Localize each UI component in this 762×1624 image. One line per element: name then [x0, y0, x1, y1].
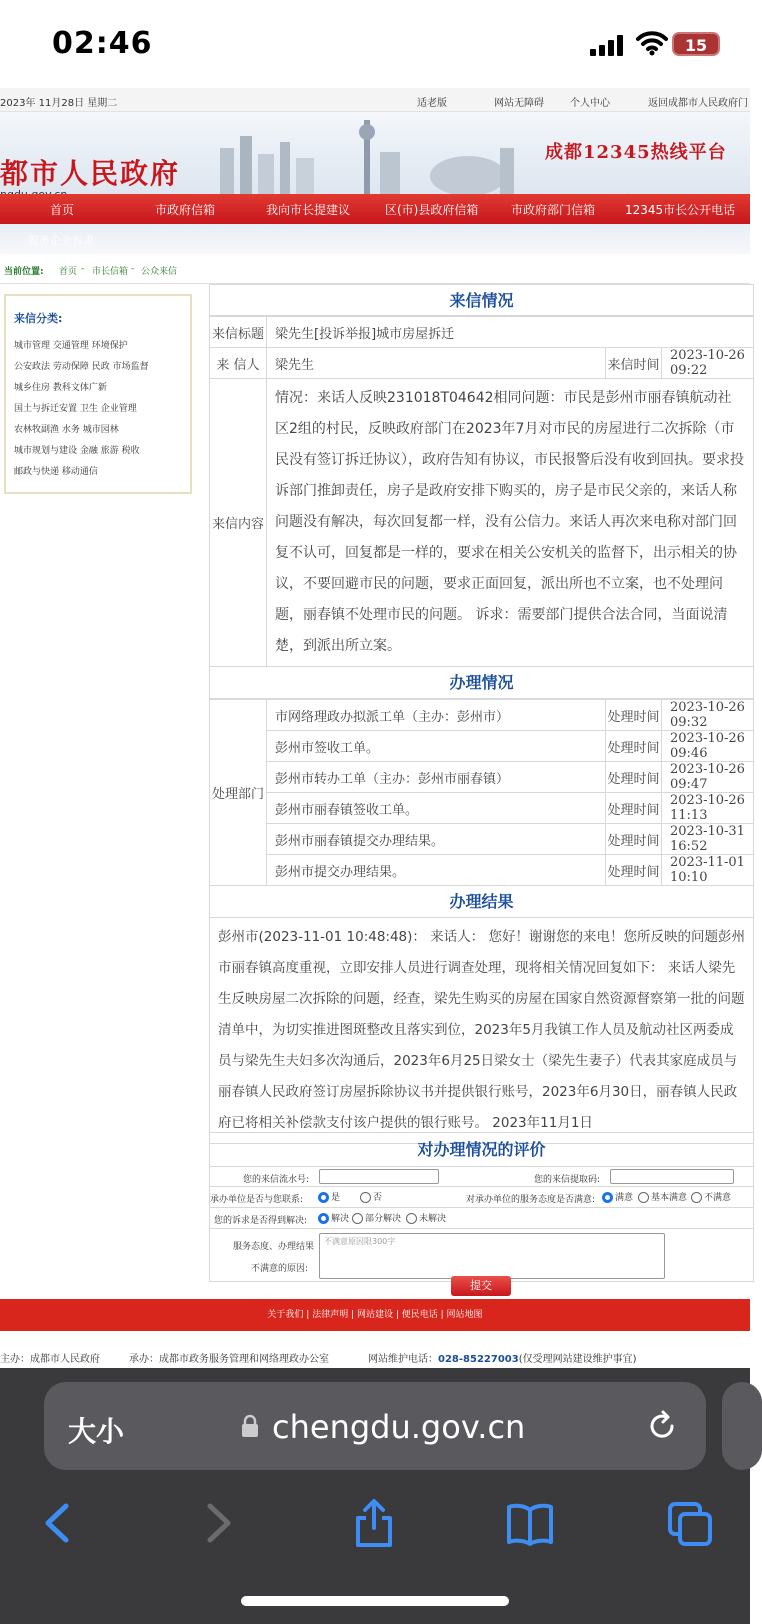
letter-time: 2023-10-26 09:22 — [661, 348, 753, 379]
submit-button[interactable]: 提交 — [451, 1276, 511, 1296]
breadcrumb-mayor-mailbox[interactable]: 市长信箱 — [92, 267, 129, 277]
handling-time: 2023-10-26 09:32 — [662, 700, 754, 731]
clock: 02:46 — [52, 26, 153, 61]
category-line[interactable]: 城市规划与建设 金融 旅游 税收 — [14, 446, 140, 456]
handling-time-label: 处理时间 — [606, 700, 662, 731]
share-icon[interactable] — [350, 1498, 398, 1548]
radio-selected-icon[interactable] — [318, 1192, 329, 1203]
handling-time: 2023-10-26 09:47 — [662, 762, 754, 793]
footer-site-build-link[interactable]: 网站建设 — [356, 1310, 393, 1320]
radio-icon[interactable] — [691, 1192, 702, 1203]
handling-time: 2023-11-01 10:10 — [662, 855, 754, 886]
radio-icon[interactable] — [352, 1213, 363, 1224]
nav-city-gov-mailbox[interactable]: 市政府信箱 — [155, 203, 216, 217]
return-portal-link[interactable]: 返回成都市人民政府门 — [648, 98, 748, 109]
breadcrumb — [0, 254, 750, 284]
evaluation-heading: 对办理情况的评价 — [210, 1133, 753, 1167]
handling-time-label: 处理时间 — [606, 793, 662, 824]
hotline-platform-title: 成都12345热线平台 — [545, 142, 727, 163]
web-page — [0, 88, 750, 1368]
top-utility-bar — [0, 88, 750, 112]
breadcrumb-home[interactable]: 首页 — [59, 267, 78, 277]
city-skyline-graphic — [200, 118, 540, 194]
lock-icon — [240, 1414, 260, 1438]
footer-about-link[interactable]: 关于我们 — [267, 1310, 304, 1320]
footer-legal-link[interactable]: 法律声明 — [312, 1310, 349, 1320]
letter-time-label: 来信时间 — [605, 348, 661, 379]
reason-label-2: 不满意的原因: — [251, 1264, 309, 1274]
browser-toolbar — [0, 1368, 750, 1624]
site-banner — [0, 112, 750, 194]
sub-nav — [0, 224, 750, 254]
elderly-mode-link[interactable]: 适老版 — [417, 98, 447, 109]
footer-host: 主办：成都市人民政府 — [0, 1354, 100, 1365]
category-title: 来信分类: — [14, 312, 63, 325]
letter-title: 梁先生[投诉举报]城市房屋拆迁 — [267, 317, 754, 348]
attitude-satisfied-option[interactable]: 满意 — [602, 1190, 633, 1203]
partial-option[interactable]: 部分解决 — [352, 1211, 401, 1224]
radio-icon[interactable] — [360, 1192, 371, 1203]
result-text: 彭州市(2023-11-01 10:48:48)： 来话人： 您好！谢谢您的来电！您所反映的问题彭州市丽春镇高度重视，立即安排人员进行调查处理，现将相关情况回复如下： 来话人梁先生反映房屋二次拆除的问题，经查，梁先生购买的房屋在国家自然资源督察第一批的问题清单中，为切实推进图斑整改且落实到位，2023年5月我镇工作人员及航动社区两委成员与梁先生夫妇多次沟通后，2023年6月25日梁女士（梁先生妻子）代表其家庭成员与丽春镇人民政府签订房屋拆除协议书并提供银行账号，2023年6月30日，丽春镇人民政府已将相关补偿款支付该户提供的银行账号。 2023年11月1日 — [209, 918, 754, 1144]
wifi-icon — [636, 30, 668, 56]
nav-home[interactable]: 首页 — [50, 203, 75, 217]
handling-time-label: 处理时间 — [606, 762, 662, 793]
battery-indicator: 15 — [672, 32, 720, 56]
radio-icon[interactable] — [638, 1192, 649, 1203]
radio-selected-icon[interactable] — [602, 1192, 613, 1203]
handling-dept-label: 处理部门 — [210, 700, 267, 886]
category-line[interactable]: 国土与拆迁安置 卫生 企业管理 — [14, 404, 137, 414]
letter-detail — [209, 284, 754, 1144]
attitude-unsatisfied-option[interactable]: 不满意 — [691, 1190, 731, 1203]
footer-sitemap-link[interactable]: 网站地图 — [446, 1310, 483, 1320]
code-label: 您的来信提取码: — [534, 1175, 601, 1185]
handling-time: 2023-10-26 09:46 — [662, 731, 754, 762]
category-line[interactable]: 邮政与快递 移动通信 — [14, 467, 98, 477]
next-tab-preview[interactable] — [722, 1382, 762, 1470]
tabs-icon[interactable] — [666, 1498, 714, 1548]
radio-icon[interactable] — [406, 1213, 417, 1224]
evaluation-form — [209, 1132, 754, 1282]
breadcrumb-sep: - — [81, 264, 85, 274]
url-host[interactable]: chengdu.gov.cn — [272, 1408, 526, 1446]
attitude-basic-option[interactable]: 基本满意 — [638, 1190, 687, 1203]
cellular-signal-icon — [590, 34, 626, 56]
bookmarks-icon[interactable] — [506, 1498, 554, 1548]
letter-sender: 梁先生 — [267, 348, 606, 379]
handling-time: 2023-10-31 16:52 — [662, 824, 754, 855]
personal-center-link[interactable]: 个人中心 — [570, 98, 610, 109]
handling-time-label: 处理时间 — [606, 824, 662, 855]
handling-step: 彭州市丽春镇签收工单。 — [267, 793, 606, 824]
reason-textarea[interactable]: 不满意原因限300字 — [319, 1233, 665, 1279]
nav-enterprise-appeals[interactable]: 服务企业诉求 — [28, 234, 94, 247]
address-bar[interactable] — [44, 1382, 706, 1470]
handling-step: 市网络理政办拟派工单（主办：彭州市） — [267, 700, 606, 731]
unsolved-option[interactable]: 未解决 — [406, 1211, 446, 1224]
footer-maintenance: 网站维护电话：028-85227003(仅受理网站建设维护事宜) — [368, 1354, 637, 1365]
home-indicator — [241, 1596, 509, 1606]
nav-district-gov-mailbox[interactable]: 区(市)县政府信箱 — [385, 203, 479, 217]
accessibility-link[interactable]: 网站无障碍 — [494, 98, 544, 109]
category-line[interactable]: 农林牧副渔 水务 城市园林 — [14, 425, 119, 435]
letter-sender-label: 来 信人 — [210, 348, 267, 379]
letter-content: 情况：来话人反映231018T04642相同问题：市民是彭州市丽春镇航动社区2组的村民，反映政府部门在2023年7月对市民的房屋进行二次拆除（市民没有签订拆迁协议），政府告知有协议，市民报警后没有收到回执。要求投诉部门推卸责任，房子是政府安排下购买的，房子是市民父亲的，来话人称问题没有解决，每次回复都一样，没有公信力。来话人再次来电称对部门回复不认可，回复都是一样的，要求在相关公安机关的监督下，出示相关的协议，不要回避市民的问题，要求正面回复，派出所也不立案，也不处理问题，丽春镇不处理市民的问题。 诉求：需要部门提供合法合同，当面说清楚，到派出所立案。 — [275, 390, 744, 654]
letter-content-label: 来信内容 — [210, 379, 267, 667]
letter-title-label: 来信标题 — [210, 317, 267, 348]
breadcrumb-label: 当前位置: — [4, 267, 44, 277]
solved-option[interactable]: 解决 — [318, 1211, 349, 1224]
nav-mayor-hotline[interactable]: 12345市长公开电话 — [625, 203, 736, 217]
handling-step: 彭州市丽春镇提交办理结果。 — [267, 824, 606, 855]
handling-time-label: 处理时间 — [606, 855, 662, 886]
category-panel — [4, 294, 192, 494]
reload-icon[interactable] — [644, 1408, 680, 1444]
back-icon[interactable] — [34, 1498, 82, 1548]
nav-suggest-to-mayor[interactable]: 我向市长提建议 — [266, 203, 351, 217]
handling-step: 彭州市提交办理结果。 — [267, 855, 606, 886]
current-date: 2023年 11月28日 星期二 — [0, 98, 118, 109]
handling-heading: 办理情况 — [209, 667, 754, 699]
footer-links: 关于我们 | 法律声明 | 网站建设 | 便民电话 | 网站地图 — [0, 1299, 750, 1331]
attitude-label: 对承办单位的服务态度是否满意: — [466, 1195, 596, 1205]
main-nav — [0, 194, 750, 224]
code-input[interactable] — [610, 1169, 734, 1184]
forward-icon[interactable] — [194, 1498, 242, 1548]
letter-table — [209, 316, 754, 667]
status-bar — [0, 0, 750, 88]
letter-heading: 来信情况 — [209, 284, 754, 316]
handling-step: 彭州市转办工单（主办：彭州市丽春镇） — [267, 762, 606, 793]
handling-time-label: 处理时间 — [606, 731, 662, 762]
breadcrumb-public-letters[interactable]: 公众来信 — [141, 267, 178, 277]
serial-input[interactable] — [319, 1169, 439, 1184]
handling-step: 彭州市签收工单。 — [267, 731, 606, 762]
category-line[interactable]: 城乡住房 教科文体广新 — [14, 383, 107, 393]
nav-dept-mailbox[interactable]: 市政府部门信箱 — [511, 203, 596, 217]
breadcrumb-sep: - — [131, 264, 135, 274]
result-heading: 办理结果 — [209, 886, 754, 918]
handling-table — [209, 699, 754, 886]
solved-label: 您的诉求是否得到解决: — [214, 1216, 308, 1226]
site-name: 都市人民政府 — [0, 157, 181, 190]
footer-undertaker: 承办：成都市政务服务管理和网络理政办公室 — [129, 1354, 329, 1365]
contacted-label: 承办单位是否与您联系: — [210, 1195, 304, 1205]
serial-label: 您的来信流水号: — [243, 1175, 310, 1185]
text-size-button[interactable]: 大小 — [68, 1415, 125, 1448]
handling-time: 2023-10-26 11:13 — [662, 793, 754, 824]
contacted-no-option[interactable]: 否 — [360, 1190, 382, 1203]
category-line[interactable]: 公安政法 劳动保障 民政 市场监督 — [14, 362, 149, 372]
radio-selected-icon[interactable] — [318, 1213, 329, 1224]
category-line[interactable]: 城市管理 交通管理 环境保护 — [14, 341, 128, 351]
reason-label: 服务态度、办理结果 — [233, 1242, 315, 1252]
footer-phone-link[interactable]: 便民电话 — [401, 1310, 438, 1320]
contacted-yes-option[interactable]: 是 — [318, 1190, 340, 1203]
